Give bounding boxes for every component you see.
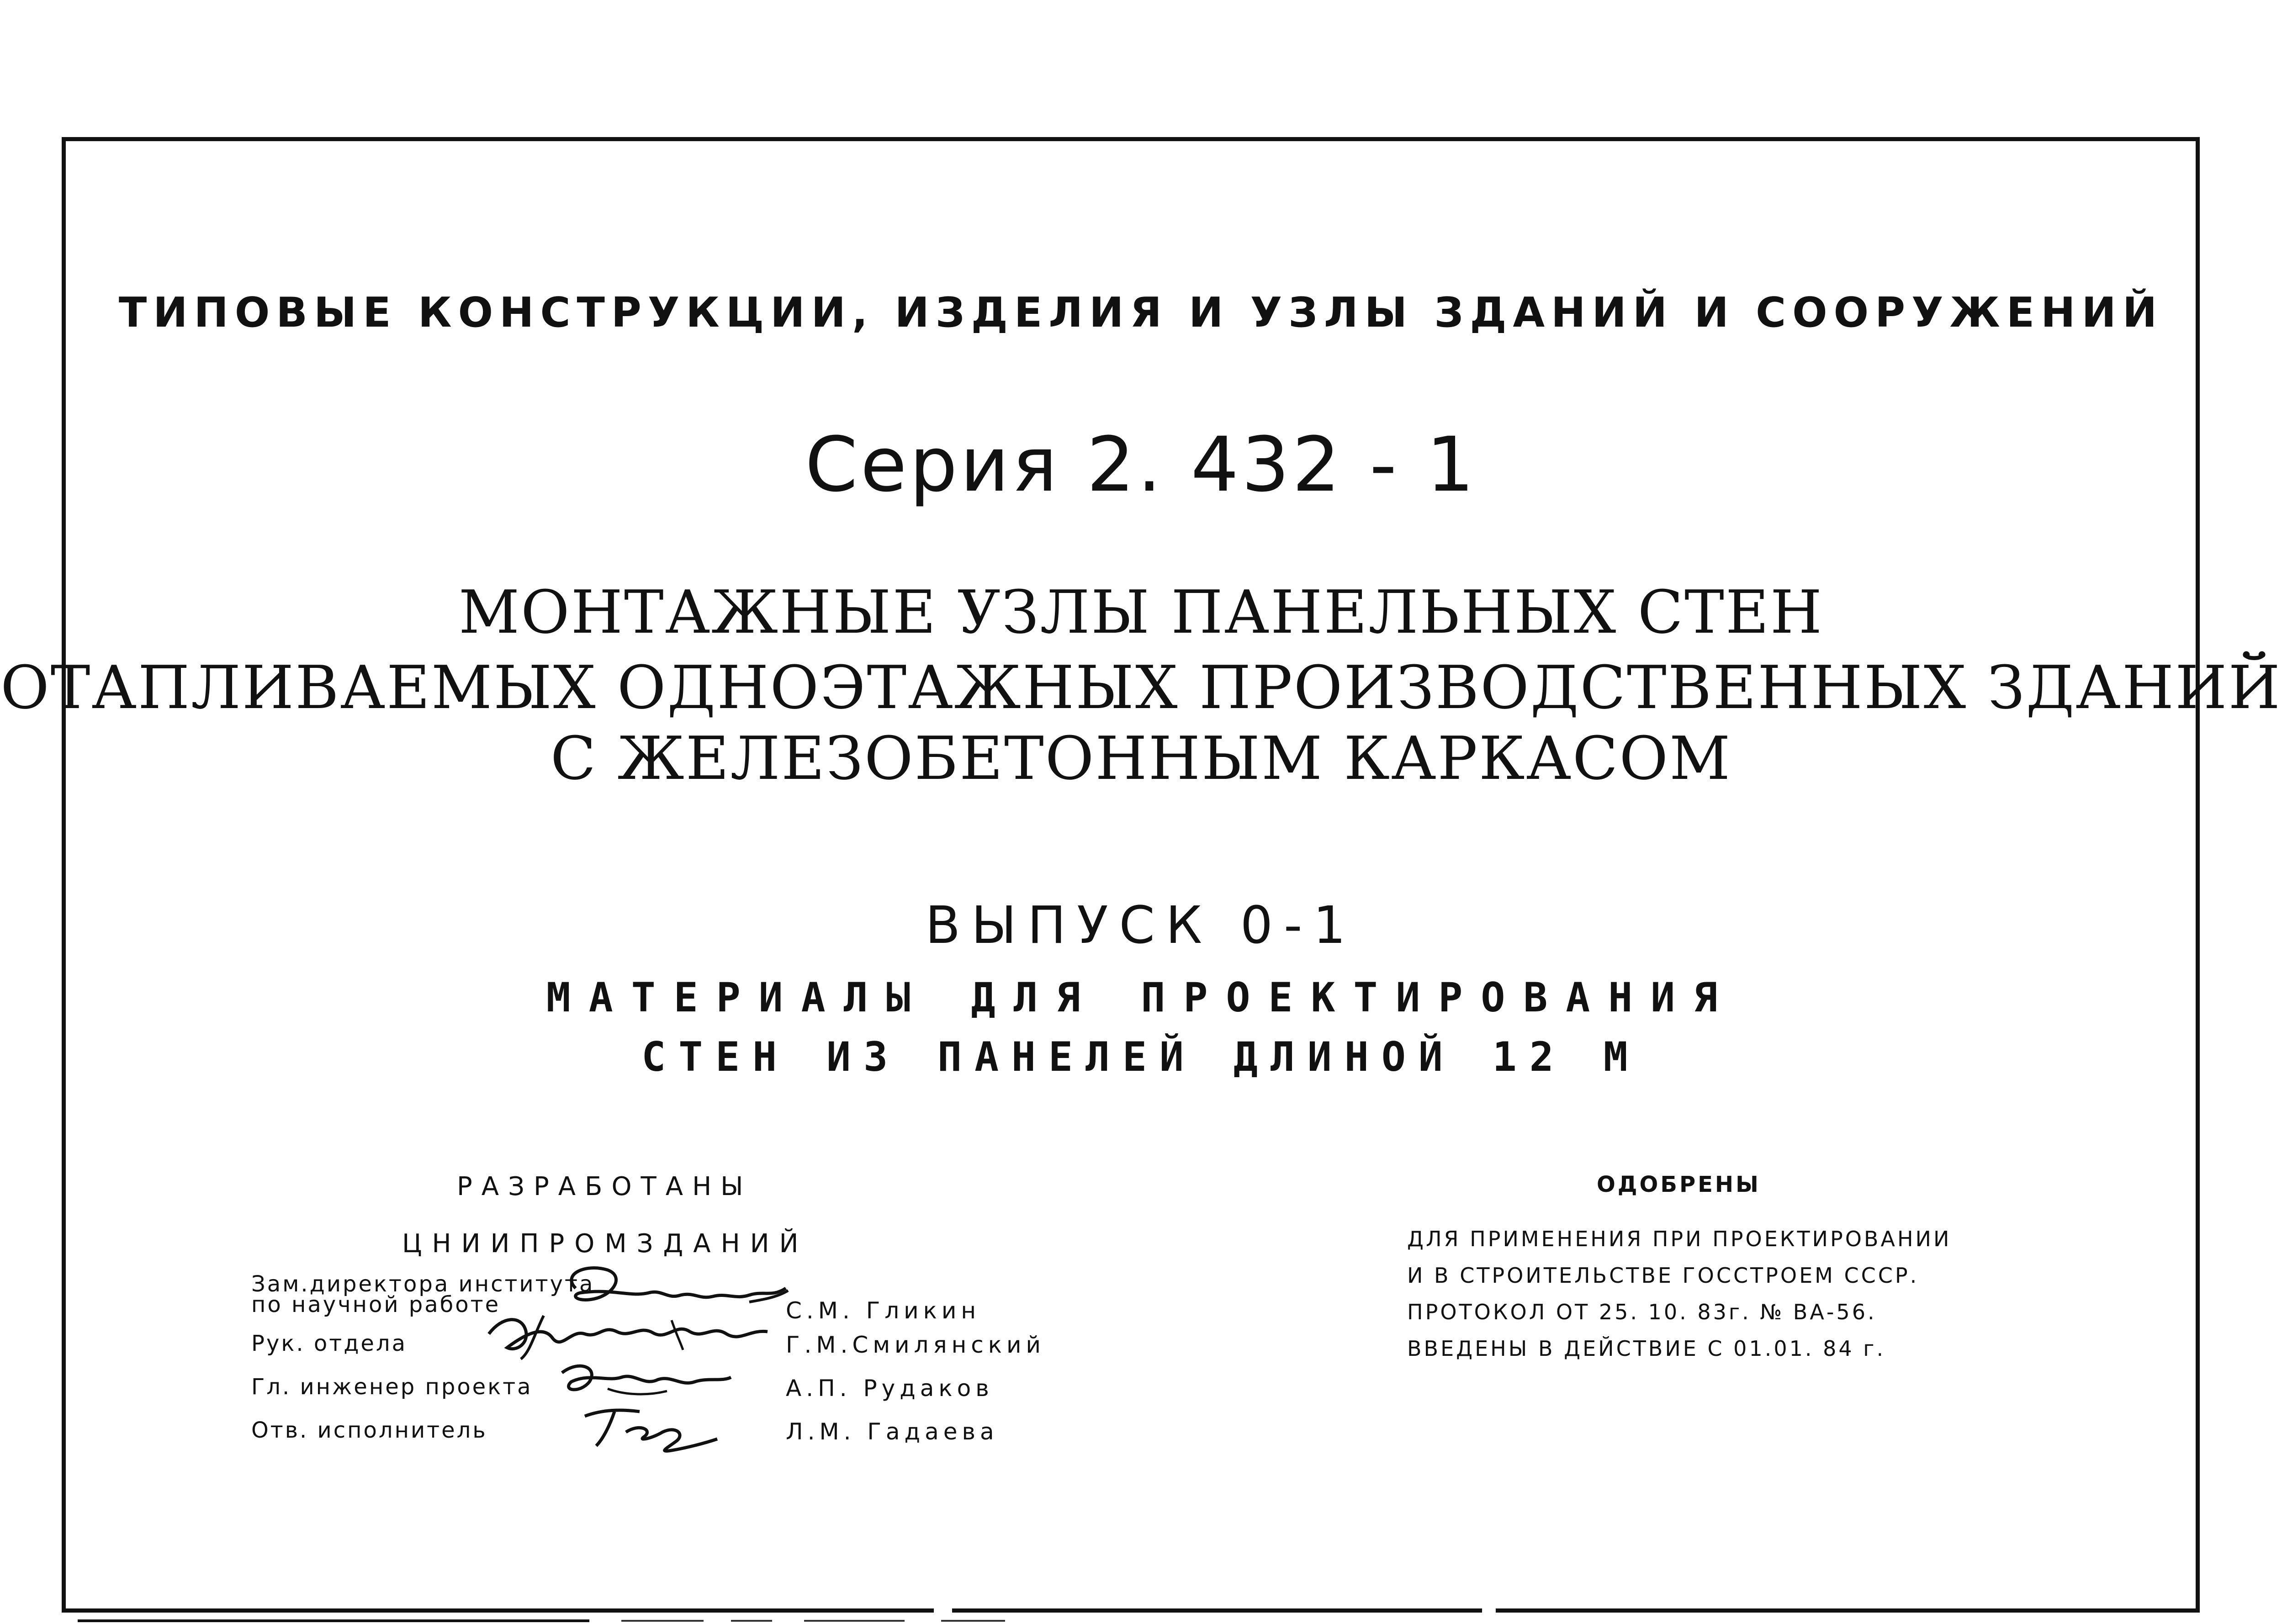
document-title-line-3: С ЖЕЛЕЗОБЕТОННЫМ КАРКАСОМ xyxy=(550,724,1732,793)
developer-organization: ЦНИИПРОМЗДАНИЙ xyxy=(402,1229,809,1259)
bottom-rule-dash xyxy=(731,1620,772,1622)
signatory-role: Гл. инженер проекта xyxy=(251,1374,533,1400)
frame-gap xyxy=(934,1608,952,1613)
issue-label: ВЫПУСК 0-1 xyxy=(925,896,1357,955)
signatory-role: Отв. исполнитель xyxy=(251,1418,487,1443)
approval-text-line-4: ВВЕДЕНЫ В ДЕЙСТВИЕ С 01.01. 84 г. xyxy=(1407,1336,1886,1361)
series-number: Серия 2. 432 - 1 xyxy=(805,421,1477,508)
signature-rudakov xyxy=(544,1354,740,1405)
signature-gadaeva xyxy=(571,1398,726,1457)
frame-gap xyxy=(1482,1608,1496,1613)
bottom-rule-dash xyxy=(804,1620,905,1622)
collection-title: ТИПОВЫЕ КОНСТРУКЦИИ, ИЗДЕЛИЯ И УЗЛЫ ЗДАНИЙ И СООРУЖЕНИЙ xyxy=(118,289,2164,337)
bottom-rule xyxy=(78,1619,589,1622)
developed-heading: РАЗРАБОТАНЫ xyxy=(457,1172,752,1201)
bottom-rule-dash xyxy=(941,1620,1005,1622)
approved-heading: ОДОБРЕНЫ xyxy=(1597,1172,1761,1197)
signatory-role: по научной работе xyxy=(251,1292,501,1317)
signatory-role: Зам.директора института xyxy=(251,1271,595,1297)
signature-smilyansky xyxy=(475,1307,777,1361)
signatory-name: Л.М. Гадаева xyxy=(786,1418,999,1445)
issue-subtitle-line-1: МАТЕРИАЛЫ ДЛЯ ПРОЕКТИРОВАНИЯ xyxy=(546,974,1736,1021)
signatory-name: Г.М.Смилянский xyxy=(786,1332,1045,1358)
signatory-name: А.П. Рудаков xyxy=(786,1375,994,1402)
signatory-name: С.М. Гликин xyxy=(786,1297,981,1324)
document-title-line-2: ОТАПЛИВАЕМЫХ ОДНОЭТАЖНЫХ ПРОИЗВОДСТВЕННЫХ ЗДАНИЙ xyxy=(0,653,2282,722)
approval-text-line-3: ПРОТОКОЛ ОТ 25. 10. 83г. № ВА-56. xyxy=(1407,1300,1877,1324)
document-title-line-1: МОНТАЖНЫЕ УЗЛЫ ПАНЕЛЬНЫХ СТЕН xyxy=(458,577,1824,647)
approval-text-line-1: ДЛЯ ПРИМЕНЕНИЯ ПРИ ПРОЕКТИРОВАНИИ xyxy=(1407,1227,1952,1251)
issue-subtitle-line-2: СТЕН ИЗ ПАНЕЛЕЙ ДЛИНОЙ 12 М xyxy=(641,1033,1641,1080)
bottom-rule-dash xyxy=(621,1620,704,1622)
approval-text-line-2: И В СТРОИТЕЛЬСТВЕ ГОССТРОЕМ СССР. xyxy=(1407,1263,1919,1288)
signatory-role: Рук. отдела xyxy=(251,1331,407,1356)
